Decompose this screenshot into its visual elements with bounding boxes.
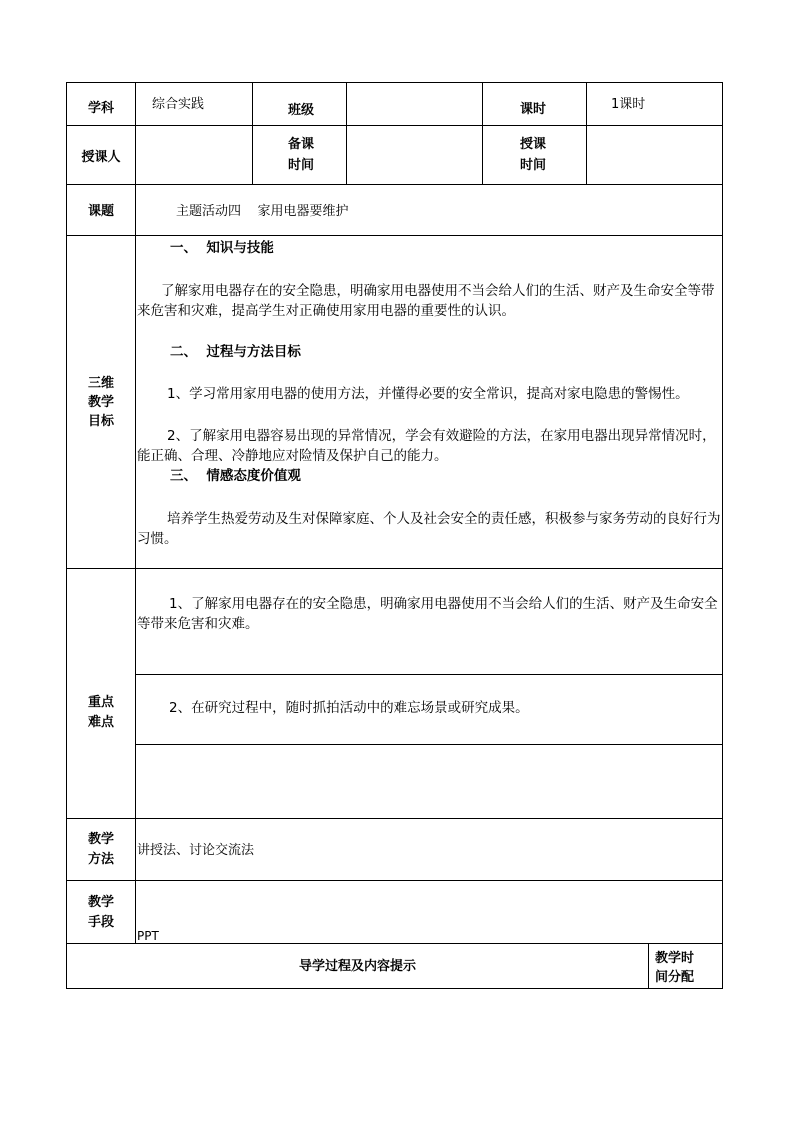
objectives-label-2: 教学 (87, 395, 114, 410)
teach-time-label-1: 授课 (520, 137, 547, 152)
table-border (66, 943, 723, 944)
class-label: 班级 (288, 103, 315, 118)
period-value: 1课时 (611, 97, 646, 112)
method-label-1: 教学 (87, 832, 114, 847)
table-border (66, 125, 723, 126)
objectives-heading-knowledge: 一、 知识与技能 (170, 240, 274, 256)
key-points-label-1: 重点 (87, 695, 114, 710)
objectives-label-3: 目标 (87, 414, 114, 429)
objectives-process-text-1: 1、学习常用家用电器的使用方法，并懂得必要的安全常识，提高对家电隐患的警惕性。 (167, 386, 689, 402)
objectives-process-text-2: 2、了解家用电器容易出现的异常情况，学会有效避险的方法，在家用电器出现异常情况时，能正确、合理、冷静地应对险情及保护自己的能力。 (137, 428, 716, 464)
table-border (66, 82, 723, 83)
table-border (66, 568, 723, 569)
means-label-2: 手段 (87, 915, 114, 930)
objectives-heading-attitude: 三、 情感态度价值观 (170, 468, 301, 484)
table-border (135, 744, 723, 745)
table-border (66, 184, 723, 185)
table-border (722, 82, 723, 989)
table-border (135, 82, 136, 943)
table-border (648, 943, 649, 989)
key-points-label-2: 难点 (87, 715, 114, 730)
table-border (66, 988, 723, 989)
objectives-knowledge-text: 了解家用电器存在的安全隐患，明确家用电器使用不当会给人们的生活、财产及生命安全等带来危害和灾难，提高学生对正确使用家用电器的重要性的认识。 (137, 283, 715, 319)
time-allocation-label-1: 教学时 (655, 951, 695, 966)
process-label: 导学过程及内容提示 (298, 959, 416, 974)
method-value: 讲授法、讨论交流法 (137, 843, 255, 858)
topic-value: 主题活动四 家用电器要维护 (176, 204, 349, 219)
key-points-item-2: 2、在研究过程中，随时抓拍活动中的难忘场景或研究成果。 (169, 700, 529, 716)
topic-label: 课题 (87, 204, 114, 219)
teach-time-label-2: 时间 (520, 158, 547, 173)
objectives-attitude-text: 培养学生热爱劳动及生对保障家庭、个人及社会安全的责任感，积极参与家务劳动的良好行为习惯。 (137, 511, 721, 547)
key-points-item-1: 1、了解家用电器存在的安全隐患，明确家用电器使用不当会给人们的生活、财产及生命安全等带来危害和灾难。 (137, 596, 718, 632)
teacher-label: 授课人 (81, 150, 121, 165)
table-border (135, 674, 723, 675)
method-label-2: 方法 (87, 852, 114, 867)
subject-value: 综合实践 (152, 97, 205, 112)
means-label-1: 教学 (87, 895, 114, 910)
table-border (66, 818, 723, 819)
table-border (586, 82, 587, 185)
table-border (66, 235, 723, 236)
means-value: PPT (137, 929, 159, 943)
subject-label: 学科 (87, 101, 114, 116)
table-border (66, 880, 723, 881)
table-border (252, 82, 253, 185)
prep-time-label-2: 时间 (288, 158, 315, 173)
objectives-heading-process: 二、 过程与方法目标 (170, 344, 301, 360)
objectives-label-1: 三维 (87, 376, 114, 391)
time-allocation-label-2: 间分配 (655, 970, 695, 985)
period-label: 课时 (520, 102, 547, 117)
prep-time-label-1: 备课 (288, 137, 315, 152)
table-border (482, 82, 483, 185)
table-border (346, 82, 347, 185)
